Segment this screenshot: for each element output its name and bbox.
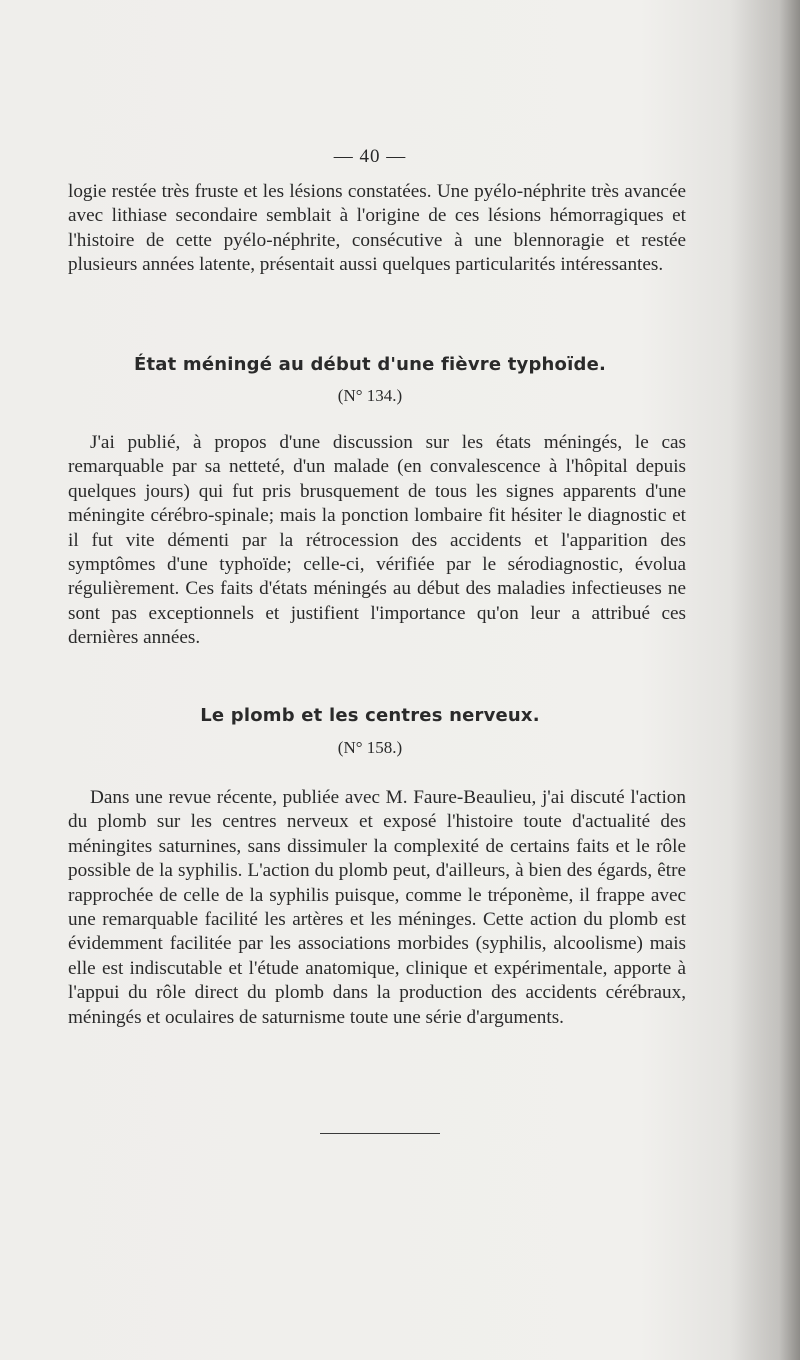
section-heading-typhoid: État méningé au début d'une fièvre typhoïde. [133,354,607,375]
paragraph-continuation: logie restée très fruste et les lésions constatées. Une pyélo-néphrite très avancée avec lithiase secondaire semblait à l'origine de ces lésions hémorragiques et l'histoire de cette pyélo-néphrite, consécutive à une blennoragie et restée plusieurs années latente, présentait aussi quelques particularités intéressantes. [68,181,686,276]
page-edge-shadow [730,0,800,1360]
section-heading-lead: Le plomb et les centres nerveux. [200,705,540,726]
section-number-typhoid: (N° 134.) [337,386,403,405]
section-number-lead: (N° 158.) [337,738,403,757]
paragraph-typhoid: J'ai publié, à propos d'une discussion sur les états méningés, le cas remarquable par sa netteté, d'un malade (en convalescence à l'hôpital depuis quelques jours) qui fut pris brusquement de tous les signes apparents d'une méningite cérébro-spinale; mais la ponction lombaire fit hésiter le diagnostic et il fut vite démenti par la rétrocession des accidents et l'apparition des symptômes d'une typhoïde; celle-ci, vérifiée par le sérodiagnostic, évolua régulièrement. Ces faits d'états méningés au début des maladies infectieuses ne sont pas exceptionnels et justifient l'importance qu'on leur a attribué ces dernières années. [68,432,686,649]
page-number: — 40 — [333,146,407,167]
paragraph-lead: Dans une revue récente, publiée avec M. Faure-Beaulieu, j'ai discuté l'action du plomb sur les centres nerveux et exposé l'histoire toute d'actualité des méningites saturnines, sans dissimuler la complexité de certains faits et le rôle possible de la syphilis. L'action du plomb peut, d'ailleurs, à bien des égards, être rapprochée de celle de la syphilis puisque, comme le tréponème, il frappe avec une remarquable facilité les artères et les méninges. Cette action du plomb est évidemment facilitée par les associations morbides (syphilis, alcoolisme) mais elle est indiscutable et l'étude anatomique, clinique et expérimentale, apporte à l'appui du rôle direct du plomb dans la production des accidents cérébraux, méningés et oculaires de saturnisme toute une série d'arguments. [68,787,686,1028]
end-rule [320,1133,440,1134]
